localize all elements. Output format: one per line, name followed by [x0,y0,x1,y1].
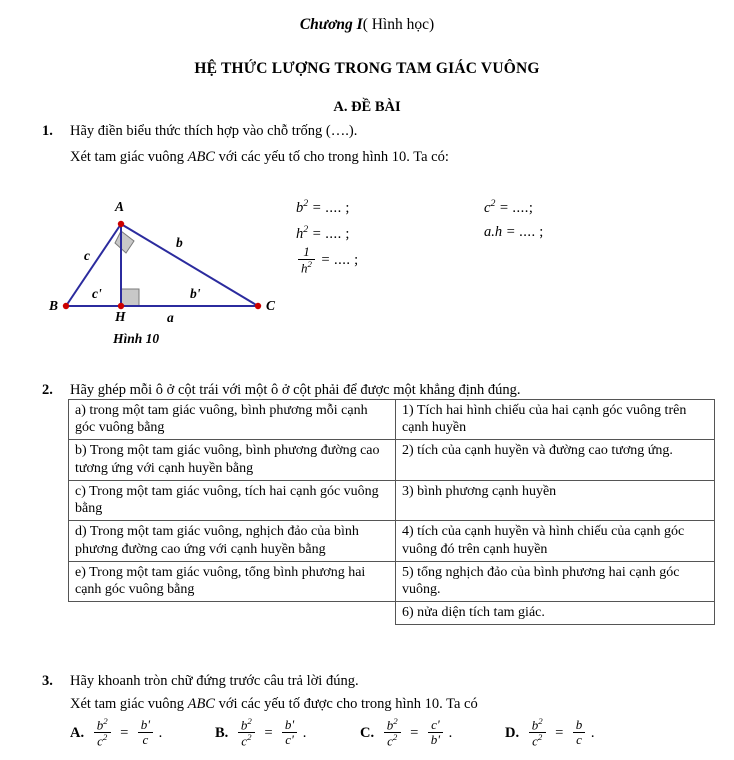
answer-choices [70,718,690,758]
formula-semicolon-4: ; [528,199,533,216]
choice-d-period: . [590,724,595,741]
formula-equals-4: = [498,199,509,216]
question-1-triangle-label: ABC [187,149,215,165]
question-1-line-2-part-b: với các yếu tố cho trong hình 10. Ta có: [218,149,449,165]
choice-a-left-fraction: $\frac{b^2}{c^2}$ [94,717,111,748]
question-3-line-2 [70,696,478,713]
table-row [69,561,715,601]
choice-d-label: D. [505,724,520,741]
formula-blank-4: .... [512,199,529,216]
choice-c-right-fraction: $\frac{c'}{b'}$ [428,718,443,746]
choice-a-period: . [158,724,163,741]
formula-equals-3: = [320,252,331,269]
chapter-heading [0,16,734,34]
chapter-subtitle: ( Hình học) [362,16,435,33]
question-3-line-2-part-b: với các yếu tố được cho trong hình 10. Ta có [218,696,478,712]
choice-b-left-fraction: $\frac{b^2}{c^2}$ [238,717,255,748]
formula-b-symbol: b [296,199,304,216]
fraction-denominator: $h^2$ [298,259,315,275]
table-cell-left[interactable]: b) Trong một tam giác vuông, bình phương đường cao tương ứng với cạnh huyền bằng [69,440,396,480]
table-cell-left[interactable]: d) Trong một tam giác vuông, nghịch đảo của bình phương đường cao ứng với cạnh huyền bằng [69,521,396,561]
table-row [69,602,715,625]
figure-segment-b-prime: b' [190,286,201,301]
figure-caption: Hình 10 [113,331,160,346]
formula-blank-2: .... [325,225,342,242]
triangle-figure [30,195,290,360]
formula-blank-5: .... [519,224,536,240]
formula-blank-3: .... [333,252,351,269]
question-2-line-1: Hãy ghép mỗi ô ở cột trái với một ô ở cột phải để được một khẳng định đúng. [70,382,521,398]
formula-b-squared: $b^2$ = .... ; [296,198,350,216]
formula-h-symbol: h [296,225,304,242]
choice-b-period: . [302,724,307,741]
formula-semicolon-1: ; [345,199,350,216]
question-3-line-2-part-a: Xét tam giác vuông [70,696,184,712]
formula-h-squared: $h^2$ = .... ; [296,224,350,242]
answer-choice-b[interactable] [215,718,306,749]
choice-a-label: A. [70,724,85,741]
choice-c-label: C. [360,724,375,741]
formula-equals-5: = [505,224,516,240]
figure-label-c: C [266,298,276,313]
question-3-triangle-label: ABC [187,696,215,712]
table-cell-right[interactable]: 6) nửa diện tích tam giác. [396,602,715,625]
answer-choice-a[interactable] [70,718,162,749]
answer-choice-d[interactable] [505,718,594,749]
choice-b-label: B. [215,724,229,741]
question-1-line-2-part-a: Xét tam giác vuông [70,149,184,165]
choice-c-equals: = [409,724,420,741]
choice-d-equals: = [554,724,565,741]
table-cell-left[interactable]: e) Trong một tam giác vuông, tổng bình phương hai cạnh góc vuông bằng [69,561,396,601]
formula-ah-symbol: a.h [484,224,503,240]
choice-c-period: . [448,724,453,741]
choice-d-left-fraction: $\frac{b^2}{c^2}$ [529,717,546,748]
formula-c-squared: $c^2$ = ....; [484,198,533,216]
figure-label-a: A [115,199,125,214]
answer-choice-c[interactable] [360,718,452,749]
formula-blank-1: .... [325,199,342,216]
choice-d-right-fraction: $\frac{b}{c}$ [573,718,586,746]
page-title: HỆ THỨC LƯỢNG TRONG TAM GIÁC VUÔNG [194,60,540,77]
table-row [69,480,715,520]
table-row [69,400,715,440]
table-cell-left[interactable]: a) trong một tam giác vuông, bình phương mỗi cạnh góc vuông bằng [69,400,396,440]
formula-equals-1: = [311,199,322,216]
formula-semicolon-3: ; [354,252,359,269]
table-cell-right[interactable]: 1) Tích hai hình chiếu của hai cạnh góc vuông trên cạnh huyền [396,400,715,440]
choice-a-equals: = [119,724,130,741]
formula-a-times-h [484,224,543,241]
matching-table [68,399,715,625]
table-cell-left[interactable]: c) Trong một tam giác vuông, tích hai cạnh góc vuông bằng [69,480,396,520]
formula-one-over-h-squared [296,246,358,276]
choice-b-equals: = [263,724,274,741]
table-row [69,521,715,561]
figure-side-b: b [176,235,183,250]
table-cell-left-empty [69,602,396,625]
question-1-number: 1. [42,123,53,139]
choice-c-left-fraction: $\frac{b^2}{c^2}$ [384,717,401,748]
question-3-number: 3. [42,673,53,689]
figure-side-a: a [167,310,174,325]
table-cell-right[interactable]: 5) tổng nghịch đảo của bình phương hai cạnh góc vuông. [396,561,715,601]
section-title: A. ĐỀ BÀI [333,99,401,115]
fraction-one-over-h-squared [298,245,315,275]
question-2-number: 2. [42,382,53,398]
choice-b-right-fraction: $\frac{b'}{c'}$ [282,718,297,746]
formula-semicolon-2: ; [345,225,350,242]
figure-side-c: c [84,248,90,263]
figure-label-h: H [115,309,126,324]
table-cell-right[interactable]: 4) tích của cạnh huyền và hình chiếu của cạnh góc vuông đó trên cạnh huyền [396,521,715,561]
question-1-line-2 [70,149,449,166]
formula-equals-2: = [311,225,322,242]
table-row [69,440,715,480]
formula-c-symbol: c [484,199,491,216]
choice-a-right-fraction: $\frac{b'}{c}$ [138,718,153,746]
question-1-line-1: Hãy điền biểu thức thích hợp vào chỗ trống (….). [70,123,358,139]
figure-label-b: B [49,298,59,313]
chapter-title: Chương I [299,16,363,33]
figure-segment-c-prime: c' [92,286,102,301]
fraction-numerator: 1 [303,244,310,259]
question-3-line-1: Hãy khoanh tròn chữ đứng trước câu trả lời đúng. [70,673,359,689]
table-cell-right[interactable]: 2) tích của cạnh huyền và đường cao tương ứng. [396,440,715,480]
table-cell-right[interactable]: 3) bình phương cạnh huyền [396,480,715,520]
formula-semicolon-5: ; [539,224,544,240]
